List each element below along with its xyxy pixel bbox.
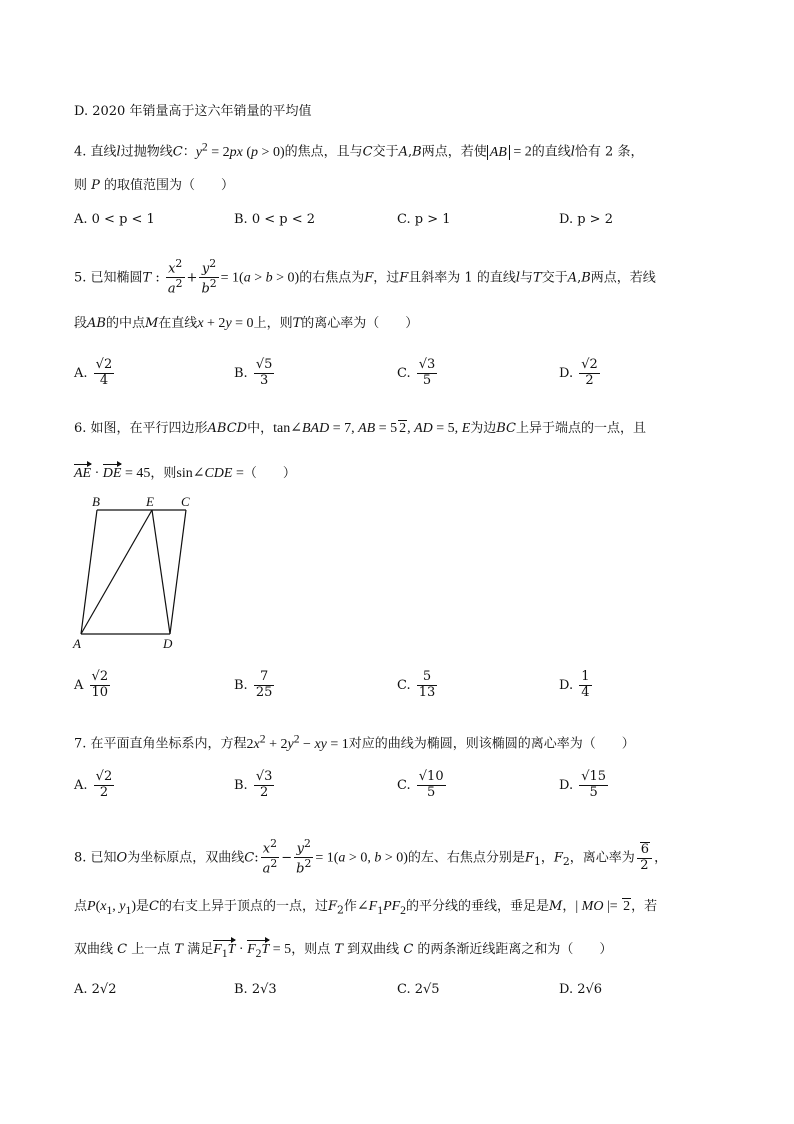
label-c: C	[181, 494, 190, 509]
q4-option-b: B. 0 < p < 2	[234, 212, 315, 227]
q8-option-c: C. 2√5	[397, 982, 440, 997]
q5-stem-line2: 段AB的中点M在直线x + 2y = 0上，则T的离心率为（ ）	[74, 316, 419, 331]
q4-stem-line2: 则 P 的取值范围为（ ）	[74, 178, 235, 193]
q7-stem: 7. 在平面直角坐标系内，方程$2x^2 + 2y^2$ − xy = 1对应的曲线为椭圆，则该椭圆的离心率为（ ）	[74, 732, 635, 752]
q6-option-c: C. $\frac{5}{13}$	[397, 669, 436, 700]
q6-option-b: B. $\frac{7}{25}$	[234, 669, 273, 700]
q6-option-a: A $\frac{√2}{10}$	[74, 669, 109, 700]
q8-option-d: D. 2√6	[559, 982, 603, 997]
q4-stem-line1: 4. 直线l过抛物线C：$y^2 = 2px$ (p > 0)的焦点，且与C交于A,B两点，若使 AB = 2的直线l恰有 2 条，	[74, 140, 644, 160]
q6-stem-line1: 6. 如图，在平行四边形ABCD中，tan∠BAD = 7, AB = 5 2, AD = 5, E为边BC上异于端点的一点，且	[74, 421, 647, 436]
edge-cd	[170, 510, 186, 634]
edge-ab	[81, 510, 97, 634]
q8-option-a: A. 2√2	[74, 982, 117, 997]
q8-option-b: B. 2√3	[234, 982, 277, 997]
q7-option-c: C. $\frac{√10}{5}$	[397, 769, 444, 800]
label-e: E	[146, 494, 154, 509]
q5-option-a: A. $\frac{√2}{4}$	[74, 357, 113, 388]
q8-stem-line2: 点$P(x_1$, $y_1$)是C的右支上异于顶点的一点，过$F_2$作$\angle F_1PF_2$的平分线的垂线，垂足是M，| MO |= 2，若	[74, 899, 658, 917]
label-a: A	[73, 636, 81, 651]
q7-option-d: D. $\frac{√15}{5}$	[559, 769, 607, 800]
segment-de	[152, 510, 170, 634]
q5-option-b: B. $\frac{√5}{3}$	[234, 357, 273, 388]
q6-stem-line2: AE · DE = 45，则sin∠CDE =（ ）	[74, 466, 296, 481]
q5-option-c: C. $\frac{√3}{5}$	[397, 357, 436, 388]
parallelogram-figure	[66, 490, 206, 655]
figure-lines	[81, 510, 186, 634]
q8-stem-line3: 双曲线 C 上一点 T 满足$F_1T \cdot F_2T = 5$，则点 T 到双曲线 C 的两条渐近线距离之和为（ ）	[74, 942, 613, 960]
segment-ae	[81, 510, 152, 634]
label-b: B	[92, 494, 100, 509]
label-d: D	[163, 636, 173, 651]
q4-option-d: D. p > 2	[559, 212, 613, 227]
q7-option-b: B. $\frac{√3}{2}$	[234, 769, 273, 800]
q6-option-d: D. $\frac{1}{4}$	[559, 669, 590, 700]
q3-option-d: D. 2020 年销量高于这六年销量的平均值	[74, 104, 312, 119]
q7-option-a: A. $\frac{√2}{2}$	[74, 769, 113, 800]
q4-option-a: A. 0 < p < 1	[74, 212, 155, 227]
q5-option-d: D. $\frac{√2}{2}$	[559, 357, 598, 388]
q8-stem-line1: 8. 已知O为坐标原点，双曲线C: $\frac{x^2}{a^2}$ − $\frac{y^2}{b^2}$ = 1(a > 0, b > 0)的左、右焦点分别是$F_1$，$F_2$，离心率为 $\frac{6}{2}$ ，	[74, 837, 668, 877]
q5-stem-line1: 5. 已知椭圆T : $\frac{x^2}{a^2}$ + $\frac{y^2}{b^2}$ = 1(a > b > 0)的右焦点为F，过F且斜率为 1 的直线l与T交于A,B两点，若线	[74, 257, 656, 297]
q4-option-c: C. p > 1	[397, 212, 451, 227]
